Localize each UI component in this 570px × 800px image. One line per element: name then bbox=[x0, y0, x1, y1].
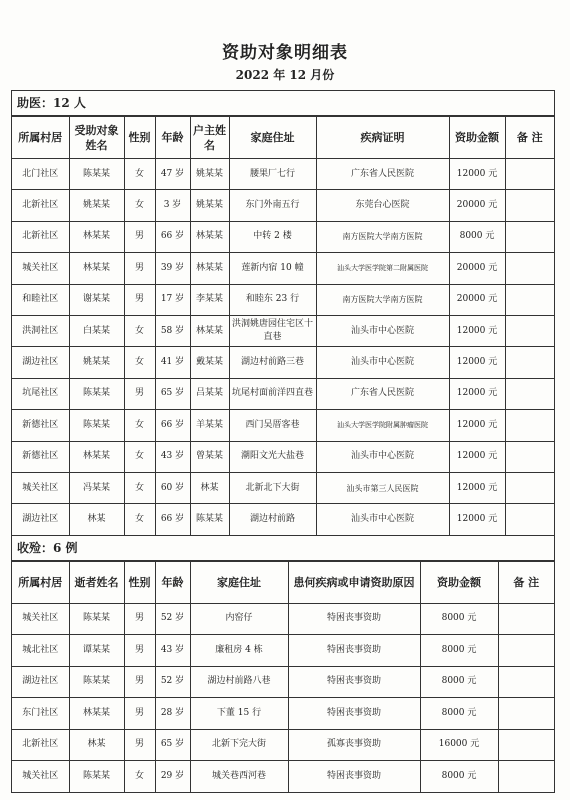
cell-address: 湖边村前路 bbox=[229, 504, 316, 535]
medical-table-row bbox=[12, 253, 554, 284]
burial-table-row bbox=[12, 698, 554, 730]
cell-age: 28 岁 bbox=[155, 698, 190, 730]
burial-aid-table bbox=[12, 561, 554, 793]
cell-gender: 女 bbox=[124, 472, 155, 503]
cell-village: 新德社区 bbox=[12, 441, 69, 472]
cell-householder: 李某某 bbox=[190, 284, 229, 315]
cell-remarks bbox=[505, 410, 554, 441]
cell-gender: 男 bbox=[124, 729, 155, 761]
col-header-age: 年龄 bbox=[155, 561, 190, 603]
cell-householder: 林某 bbox=[190, 472, 229, 503]
medical-table-row bbox=[12, 441, 554, 472]
medical-table-row bbox=[12, 347, 554, 378]
medical-table-row bbox=[12, 472, 554, 503]
cell-illness-proof: 汕头大学医学院第二附属医院 bbox=[316, 253, 449, 284]
col-header-age: 年龄 bbox=[155, 117, 190, 159]
cell-amount: 8000 元 bbox=[420, 761, 498, 793]
cell-recipient-name: 陈某某 bbox=[69, 159, 124, 190]
cell-householder: 林某某 bbox=[190, 221, 229, 252]
cell-amount: 8000 元 bbox=[449, 221, 505, 252]
cell-remarks bbox=[498, 666, 554, 698]
cell-age: 66 岁 bbox=[155, 410, 190, 441]
col-header-amount: 资助金额 bbox=[449, 117, 505, 159]
cell-remarks bbox=[505, 190, 554, 221]
cell-recipient-name: 陈某某 bbox=[69, 410, 124, 441]
cell-illness-proof: 东莞台心医院 bbox=[316, 190, 449, 221]
cell-amount: 8000 元 bbox=[420, 666, 498, 698]
cell-illness-proof: 南方医院大学南方医院 bbox=[316, 284, 449, 315]
cell-age: 65 岁 bbox=[155, 729, 190, 761]
cell-age: 41 岁 bbox=[155, 347, 190, 378]
cell-village: 城关社区 bbox=[12, 472, 69, 503]
cell-householder: 林某某 bbox=[190, 315, 229, 346]
cell-illness-proof: 汕头市中心医院 bbox=[316, 504, 449, 535]
cell-village: 城关社区 bbox=[12, 603, 69, 635]
cell-age: 52 岁 bbox=[155, 666, 190, 698]
cell-address: 湖边村前路八巷 bbox=[190, 666, 288, 698]
cell-address: 东门外南五行 bbox=[229, 190, 316, 221]
cell-householder: 姚某某 bbox=[190, 159, 229, 190]
cell-address: 北新下完大街 bbox=[190, 729, 288, 761]
cell-amount: 12000 元 bbox=[449, 159, 505, 190]
cell-remarks bbox=[505, 221, 554, 252]
cell-village: 城北社区 bbox=[12, 635, 69, 667]
cell-address: 潮阳文光大盐巷 bbox=[229, 441, 316, 472]
cell-reason: 特困丧事资助 bbox=[288, 603, 420, 635]
cell-gender: 男 bbox=[124, 378, 155, 409]
medical-section-heading: 助医：12 人 bbox=[12, 91, 554, 116]
cell-illness-proof: 汕头市第三人民医院 bbox=[316, 472, 449, 503]
cell-age: 3 岁 bbox=[155, 190, 190, 221]
medical-table-row bbox=[12, 504, 554, 535]
cell-age: 65 岁 bbox=[155, 378, 190, 409]
col-header-illness-proof: 疾病证明 bbox=[316, 117, 449, 159]
cell-illness-proof: 广东省人民医院 bbox=[316, 159, 449, 190]
cell-deceased-name: 陈某某 bbox=[69, 761, 124, 793]
cell-reason: 孤寡丧事资助 bbox=[288, 729, 420, 761]
col-header-householder: 户主姓名 bbox=[190, 117, 229, 159]
medical-table-row bbox=[12, 378, 554, 409]
cell-address: 西门吴厝客巷 bbox=[229, 410, 316, 441]
burial-table-row bbox=[12, 603, 554, 635]
cell-recipient-name: 陈某某 bbox=[69, 378, 124, 409]
cell-gender: 男 bbox=[124, 666, 155, 698]
cell-village: 新德社区 bbox=[12, 410, 69, 441]
cell-amount: 16000 元 bbox=[420, 729, 498, 761]
cell-householder: 姚某某 bbox=[190, 190, 229, 221]
cell-amount: 12000 元 bbox=[449, 378, 505, 409]
cell-gender: 男 bbox=[124, 635, 155, 667]
cell-recipient-name: 姚某某 bbox=[69, 347, 124, 378]
medical-table-row bbox=[12, 190, 554, 221]
cell-householder: 林某某 bbox=[190, 253, 229, 284]
col-header-deceased-name: 逝者姓名 bbox=[69, 561, 124, 603]
cell-age: 43 岁 bbox=[155, 635, 190, 667]
cell-recipient-name: 冯某某 bbox=[69, 472, 124, 503]
cell-amount: 12000 元 bbox=[449, 410, 505, 441]
cell-remarks bbox=[498, 729, 554, 761]
cell-amount: 12000 元 bbox=[449, 472, 505, 503]
cell-gender: 女 bbox=[124, 504, 155, 535]
col-header-remarks: 备 注 bbox=[498, 561, 554, 603]
cell-householder: 曾某某 bbox=[190, 441, 229, 472]
cell-householder: 陈某某 bbox=[190, 504, 229, 535]
cell-address: 和睦东 23 行 bbox=[229, 284, 316, 315]
cell-illness-proof: 南方医院大学南方医院 bbox=[316, 221, 449, 252]
cell-amount: 12000 元 bbox=[449, 347, 505, 378]
burial-header-row bbox=[12, 561, 554, 603]
detail-sheet bbox=[11, 90, 555, 793]
cell-deceased-name: 林某某 bbox=[69, 698, 124, 730]
cell-illness-proof: 广东省人民医院 bbox=[316, 378, 449, 409]
cell-age: 60 岁 bbox=[155, 472, 190, 503]
col-header-village: 所属村居 bbox=[12, 561, 69, 603]
col-header-remarks: 备 注 bbox=[505, 117, 554, 159]
medical-table-row bbox=[12, 284, 554, 315]
medical-header-row bbox=[12, 117, 554, 159]
medical-aid-table bbox=[12, 116, 554, 536]
cell-age: 39 岁 bbox=[155, 253, 190, 284]
cell-gender: 女 bbox=[124, 761, 155, 793]
cell-reason: 特困丧事资助 bbox=[288, 666, 420, 698]
burial-table-row bbox=[12, 666, 554, 698]
cell-address: 莲新内宿 10 幢 bbox=[229, 253, 316, 284]
cell-gender: 女 bbox=[124, 410, 155, 441]
cell-gender: 女 bbox=[124, 190, 155, 221]
cell-village: 湖边社区 bbox=[12, 666, 69, 698]
cell-remarks bbox=[498, 603, 554, 635]
cell-address: 洪洞姚唐园住宅区十直巷 bbox=[229, 315, 316, 346]
medical-table-row bbox=[12, 410, 554, 441]
col-header-village: 所属村居 bbox=[12, 117, 69, 159]
cell-amount: 20000 元 bbox=[449, 284, 505, 315]
cell-remarks bbox=[498, 698, 554, 730]
cell-remarks bbox=[505, 441, 554, 472]
cell-amount: 20000 元 bbox=[449, 190, 505, 221]
cell-age: 66 岁 bbox=[155, 221, 190, 252]
cell-remarks bbox=[505, 504, 554, 535]
cell-gender: 男 bbox=[124, 284, 155, 315]
col-header-gender: 性别 bbox=[124, 561, 155, 603]
cell-age: 58 岁 bbox=[155, 315, 190, 346]
cell-age: 52 岁 bbox=[155, 603, 190, 635]
cell-village: 北新社区 bbox=[12, 729, 69, 761]
cell-amount: 8000 元 bbox=[420, 603, 498, 635]
cell-age: 29 岁 bbox=[155, 761, 190, 793]
burial-section-heading: 收殓：6 例 bbox=[12, 536, 554, 561]
col-header-address: 家庭住址 bbox=[190, 561, 288, 603]
cell-remarks bbox=[505, 315, 554, 346]
cell-village: 北门社区 bbox=[12, 159, 69, 190]
cell-recipient-name: 林某某 bbox=[69, 253, 124, 284]
cell-recipient-name: 谢某某 bbox=[69, 284, 124, 315]
burial-table-row bbox=[12, 729, 554, 761]
cell-deceased-name: 陈某某 bbox=[69, 666, 124, 698]
document-subtitle: 2022 年 12 月份 bbox=[235, 68, 335, 82]
cell-village: 北新社区 bbox=[12, 190, 69, 221]
cell-amount: 20000 元 bbox=[449, 253, 505, 284]
cell-age: 17 岁 bbox=[155, 284, 190, 315]
cell-remarks bbox=[505, 284, 554, 315]
cell-reason: 特困丧事资助 bbox=[288, 635, 420, 667]
cell-remarks bbox=[498, 635, 554, 667]
cell-amount: 12000 元 bbox=[449, 504, 505, 535]
cell-address: 内窑仔 bbox=[190, 603, 288, 635]
col-header-gender: 性别 bbox=[124, 117, 155, 159]
cell-amount: 12000 元 bbox=[449, 441, 505, 472]
cell-remarks bbox=[505, 378, 554, 409]
cell-address: 湖边村前路三巷 bbox=[229, 347, 316, 378]
cell-village: 湖边社区 bbox=[12, 504, 69, 535]
cell-remarks bbox=[505, 253, 554, 284]
cell-village: 北新社区 bbox=[12, 221, 69, 252]
document-title: 资助对象明细表 bbox=[222, 43, 348, 63]
cell-recipient-name: 林某 bbox=[69, 504, 124, 535]
cell-gender: 男 bbox=[124, 253, 155, 284]
cell-reason: 特困丧事资助 bbox=[288, 761, 420, 793]
cell-gender: 男 bbox=[124, 603, 155, 635]
burial-table-row bbox=[12, 635, 554, 667]
cell-gender: 女 bbox=[124, 441, 155, 472]
cell-recipient-name: 林某某 bbox=[69, 441, 124, 472]
cell-illness-proof: 汕头大学医学院附属肿瘤医院 bbox=[316, 410, 449, 441]
cell-gender: 女 bbox=[124, 159, 155, 190]
cell-address: 中转 2 楼 bbox=[229, 221, 316, 252]
cell-village: 城关社区 bbox=[12, 761, 69, 793]
cell-deceased-name: 谭某某 bbox=[69, 635, 124, 667]
cell-village: 和睦社区 bbox=[12, 284, 69, 315]
cell-householder: 戴某某 bbox=[190, 347, 229, 378]
cell-illness-proof: 汕头市中心医院 bbox=[316, 347, 449, 378]
cell-recipient-name: 白某某 bbox=[69, 315, 124, 346]
cell-village: 湖边社区 bbox=[12, 347, 69, 378]
cell-amount: 12000 元 bbox=[449, 315, 505, 346]
cell-village: 坑尾社区 bbox=[12, 378, 69, 409]
cell-address: 北新北下大街 bbox=[229, 472, 316, 503]
cell-deceased-name: 林某 bbox=[69, 729, 124, 761]
burial-table-row bbox=[12, 761, 554, 793]
cell-address: 廉租房 4 栋 bbox=[190, 635, 288, 667]
cell-householder: 吕某某 bbox=[190, 378, 229, 409]
cell-gender: 男 bbox=[124, 221, 155, 252]
cell-recipient-name: 姚某某 bbox=[69, 190, 124, 221]
cell-village: 洪洞社区 bbox=[12, 315, 69, 346]
cell-gender: 女 bbox=[124, 315, 155, 346]
cell-remarks bbox=[505, 472, 554, 503]
cell-illness-proof: 汕头市中心医院 bbox=[316, 441, 449, 472]
cell-address: 城关巷西河巷 bbox=[190, 761, 288, 793]
cell-village: 东门社区 bbox=[12, 698, 69, 730]
col-header-reason: 患何疾病或申请资助原因 bbox=[288, 561, 420, 603]
cell-address: 坑尾村面前洋四直巷 bbox=[229, 378, 316, 409]
medical-table-row bbox=[12, 159, 554, 190]
cell-age: 66 岁 bbox=[155, 504, 190, 535]
cell-amount: 8000 元 bbox=[420, 698, 498, 730]
cell-remarks bbox=[498, 761, 554, 793]
cell-recipient-name: 林某某 bbox=[69, 221, 124, 252]
col-header-address: 家庭住址 bbox=[229, 117, 316, 159]
medical-table-row bbox=[12, 221, 554, 252]
cell-gender: 女 bbox=[124, 347, 155, 378]
cell-deceased-name: 陈某某 bbox=[69, 603, 124, 635]
cell-age: 47 岁 bbox=[155, 159, 190, 190]
cell-reason: 特困丧事资助 bbox=[288, 698, 420, 730]
cell-address: 下董 15 行 bbox=[190, 698, 288, 730]
cell-illness-proof: 汕头市中心医院 bbox=[316, 315, 449, 346]
cell-amount: 8000 元 bbox=[420, 635, 498, 667]
cell-remarks bbox=[505, 347, 554, 378]
col-header-amount: 资助金额 bbox=[420, 561, 498, 603]
cell-remarks bbox=[505, 159, 554, 190]
cell-householder: 羊某某 bbox=[190, 410, 229, 441]
cell-age: 43 岁 bbox=[155, 441, 190, 472]
medical-table-row bbox=[12, 315, 554, 346]
cell-village: 城关社区 bbox=[12, 253, 69, 284]
cell-address: 腰果厂七行 bbox=[229, 159, 316, 190]
col-header-recipient-name: 受助对象姓名 bbox=[69, 117, 124, 159]
cell-gender: 男 bbox=[124, 698, 155, 730]
